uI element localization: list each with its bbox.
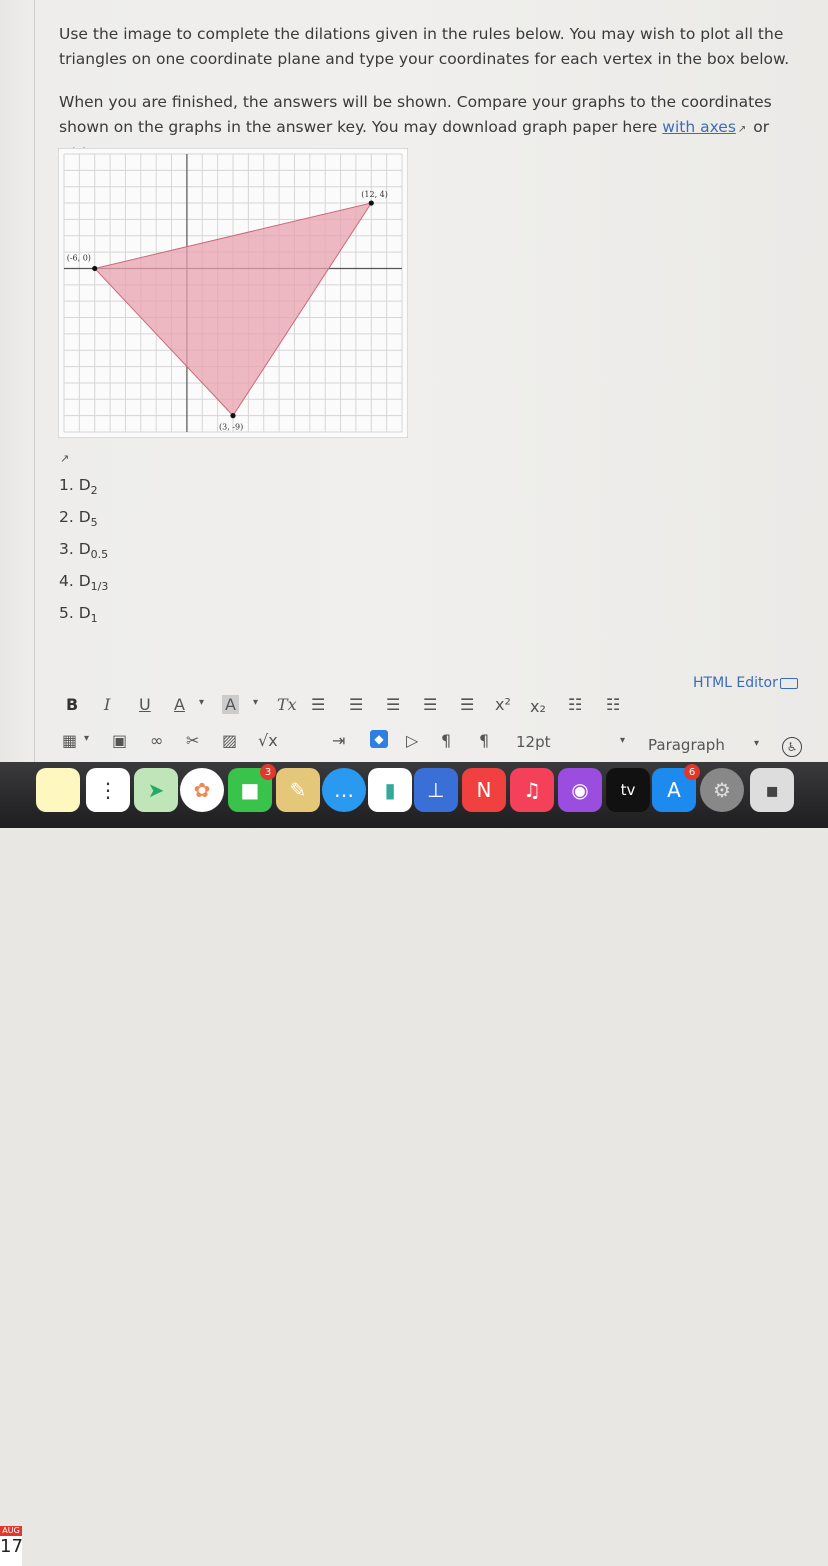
clear-formatting-button[interactable]: Tx [277,695,297,714]
podcasts-icon[interactable]: ◉ [558,768,602,812]
music-icon[interactable]: ♫ [510,768,554,812]
app-store-icon[interactable]: A 6 [652,768,696,812]
apple-tv-icon[interactable] [606,768,650,812]
chevron-down-icon[interactable]: ▾ [199,697,205,708]
preview-icon[interactable]: ▪ [750,768,794,812]
unlink-icon[interactable]: ✂ [186,731,200,750]
system-preferences-icon[interactable]: ⚙ [700,768,744,812]
rtl-direction-icon[interactable]: ¶ [479,731,490,750]
messages-icon[interactable]: … [322,768,366,812]
chevron-down-icon[interactable]: ▾ [253,697,259,708]
dilation-number: 2. [59,508,79,527]
media-icon[interactable]: ▣ [112,731,128,750]
accessibility-icon[interactable]: ♿ [782,737,802,757]
superscript-button[interactable]: x² [495,695,511,714]
or-text: or [753,118,770,136]
paragraph-style-select[interactable]: Paragraph [648,736,725,754]
calendar-day: 17 [0,1536,23,1557]
subscript-button[interactable]: x₂ [530,697,546,716]
dilation-item [59,472,108,504]
dilation-scale-factor: 0.5 [90,548,109,562]
chevron-down-icon[interactable]: ▾ [84,733,90,744]
app-store-badge: 6 [684,764,700,780]
underline-button[interactable]: U [139,695,151,714]
facetime-badge: 3 [260,764,276,780]
table-icon[interactable]: ▦ [62,731,78,750]
keyboard-icon [780,678,798,689]
external-link-icon[interactable]: ↗ [60,452,70,465]
dilation-scale-factor: 5 [90,516,98,530]
vertex-point [230,413,235,418]
dilation-symbol: D [78,508,91,527]
align-right-icon[interactable]: ☰ [386,695,401,714]
vertex-label: (3, -9) [219,422,244,432]
dilation-number: 3. [59,540,79,559]
photos-icon[interactable]: ✿ [180,768,224,812]
dilation-item [59,600,108,632]
dilation-number: 1. [59,476,79,494]
dilation-number: 5. [59,604,79,623]
maps-icon[interactable]: ➤ [134,768,178,812]
outdent-icon[interactable]: ☰ [460,695,475,714]
dilation-symbol: D [78,476,91,494]
bullet-list-icon[interactable]: ☷ [568,695,583,714]
background-color-button[interactable]: A [222,695,239,714]
vertex-label: (12, 4) [361,190,388,200]
chevron-down-icon[interactable]: ▾ [620,735,626,746]
indent-icon[interactable]: ☰ [423,695,438,714]
macos-dock [0,762,828,1557]
italic-button[interactable]: I [104,695,111,714]
bold-button[interactable]: B [66,695,79,714]
dilation-item [59,536,108,568]
dilation-item [59,504,108,536]
coordinate-plane-graph [58,148,408,438]
instructions-paragraph-2-text: When you are finished, the answers will be shown. Compare your graphs to the coordinates shown on the graphs in the answer key. You may download graph paper here [59,93,772,136]
html-editor-label: HTML Editor [693,675,778,691]
align-left-icon[interactable]: ☰ [311,695,326,714]
dilation-symbol: D [78,540,91,559]
numbered-list-icon[interactable]: ☷ [606,695,621,714]
dilation-list [59,472,108,632]
align-center-icon[interactable]: ☰ [349,695,364,714]
dilation-scale-factor: 1 [90,612,98,626]
chevron-down-icon[interactable]: ▾ [754,738,760,749]
apps-icon[interactable]: ◆ [370,730,388,748]
page-content [0,0,828,762]
equation-button[interactable]: √x [258,731,278,750]
reminders-icon[interactable]: ⋮ [86,768,130,812]
video-icon[interactable]: ▷ [406,731,419,750]
vertex-point [92,266,97,271]
external-link-icon: ↗ [737,124,747,135]
link-with-axes[interactable]: with axes [662,118,736,136]
calendar-month: AUG [0,1526,22,1536]
dilation-item [59,568,108,600]
dilation-scale-factor: 2 [90,484,98,498]
font-size-select[interactable]: 12pt [516,733,551,751]
keynote-icon[interactable]: ⊥ [414,768,458,812]
html-editor-button[interactable] [693,675,798,691]
dilation-number: 4. [59,572,79,591]
dilation-scale-factor: 1/3 [90,580,109,594]
dilation-symbol: D [78,604,91,623]
ltr-direction-icon[interactable]: ¶ [441,731,452,750]
vertex-label: (-6, 0) [66,253,91,263]
instructions-paragraph-1: Use the image to complete the dilations given in the rules below. You may wish to plot all the triangles on one coordinate plane and type your coordinates for each vertex in the box below. [59,25,790,68]
link-icon[interactable]: ∞ [150,731,164,750]
news-icon[interactable]: N [462,768,506,812]
left-sidebar-edge [0,0,35,762]
dilation-symbol: D [78,572,91,591]
text-color-button[interactable]: A [174,695,185,714]
embed-icon[interactable]: ⇥ [332,731,346,750]
notes-icon[interactable] [36,768,80,812]
stickies-icon[interactable]: ✎ [276,768,320,812]
facetime-icon[interactable]: ■ 3 [228,768,272,812]
image-icon[interactable]: ▨ [222,731,238,750]
apple-tv-label: tv [620,781,636,799]
numbers-icon[interactable]: ▮ [368,768,412,812]
vertex-point [369,200,374,205]
